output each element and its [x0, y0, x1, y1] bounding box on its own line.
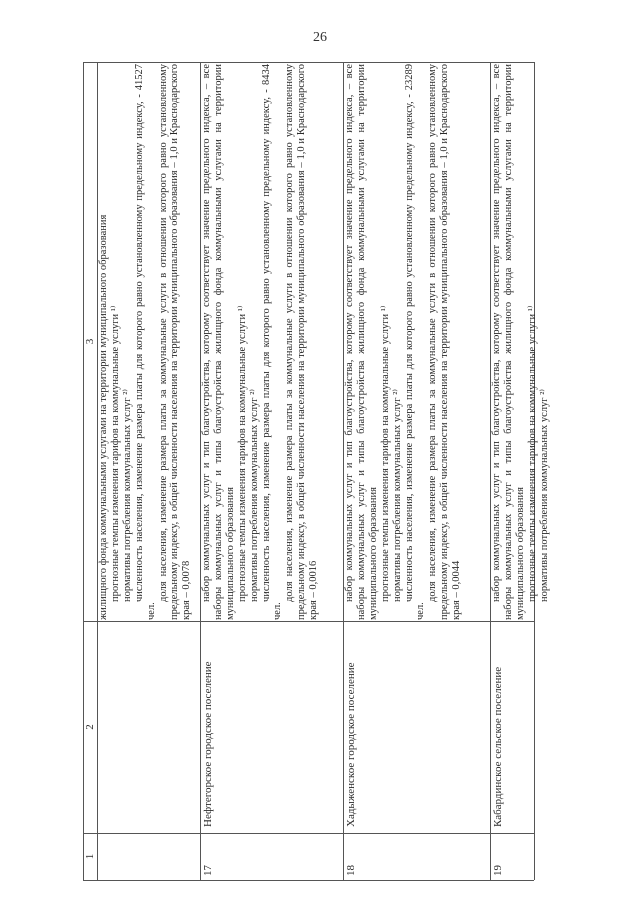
continuation-line-4: численность населения, изменение размера платы для которого равно установленному предельному индексу, - 41527 чел.	[133, 64, 157, 620]
row-17-name: Нефтегорское городское поселение	[202, 661, 214, 827]
header-col-3: 3	[84, 338, 96, 345]
row-18-line-3: нормативы потребления коммунальных услуг ²⁾	[391, 389, 403, 602]
row-19-line-3: нормативы потребления коммунальных услуг ²⁾	[538, 389, 550, 602]
header-col-1: 1	[84, 853, 96, 860]
row-19-number: 19	[492, 865, 504, 876]
header-col-2: 2	[84, 724, 96, 730]
row-19-line-1: набор коммунальных услуг и тип благоустройства, которому соответствует значение предельного индекса, – все наборы коммунальных услуг и типы благоустройства жилищного фонда коммунальными услугами на территории муниципального образования	[491, 64, 526, 620]
continuation-line-3: нормативы потребления коммунальных услуг ²⁾	[121, 389, 133, 602]
row-18-line-4: численность населения, изменение размера платы для которого равно установленному предельному индексу, - 23289 чел.	[403, 64, 427, 620]
row-19-description	[491, 64, 550, 620]
row-18-description	[344, 64, 489, 620]
row-17-number: 17	[202, 865, 214, 876]
row-17-line-1: набор коммунальных услуг и тип благоустройства, которому соответствует значение предельного индекса, – все наборы коммунальных услуг и типы благоустройства жилищного фонда коммунальными услугами на территории муниципального образования	[201, 64, 236, 620]
row-18-line-2: прогнозные темпы изменения тарифов на коммунальные услуги ¹⁾	[379, 305, 391, 602]
column-divider-2	[83, 621, 534, 622]
continuation-line-5: доля населения, изменение размера платы за коммунальные услуги в отношении которого равно установленному предельному индексу, в общей численности населения на территории муниципального образования – 1,0 и Краснодарского края – 0,0078	[157, 64, 193, 620]
row-18-name: Хадыженское городское поселение	[345, 662, 357, 827]
page-number: 26	[313, 30, 327, 45]
row-17-line-2: прогнозные темпы изменения тарифов на коммунальные услуги ¹⁾	[236, 305, 248, 602]
continuation-line-2: прогнозные темпы изменения тарифов на коммунальные услуги ¹⁾	[109, 305, 121, 602]
row-18-line-1: набор коммунальных услуг и тип благоустройства, которому соответствует значение предельного индекса, – все наборы коммунальных услуг и типы благоустройства жилищного фонда коммунальными услугами на территории муниципального образования	[344, 64, 379, 620]
row-17-line-4: численность населения, изменение размера платы для которого равно установленному предельному индексу, - 8434 чел.	[260, 64, 284, 620]
column-divider-1	[83, 833, 534, 834]
table-border-bottom	[83, 880, 534, 881]
row-18-number: 18	[345, 865, 357, 876]
row-17-line-5: доля населения, изменение размера платы за коммунальные услуги в отношении которого равно установленному предельному индексу, в общей численности населения на территории муниципального образования – 1,0 и Краснодарского края – 0,0016	[284, 64, 320, 620]
row-17-description	[201, 64, 342, 620]
row-17-line-3: нормативы потребления коммунальных услуг ²⁾	[248, 389, 260, 602]
continuation-cell	[98, 64, 199, 620]
row-18-line-5: доля населения, изменение размера платы за коммунальные услуги в отношении которого равно установленному предельному индексу, в общей численности населения на территории муниципального образования – 1,0 и Краснодарского края – 0,0044	[427, 64, 463, 620]
row-19-line-2: прогнозные темпы изменения тарифов на коммунальные услуги ¹⁾	[526, 305, 538, 602]
table-border-top	[83, 62, 534, 63]
continuation-line-1: жилищного фонда коммунальными услугами на территории муниципального образования	[98, 214, 109, 620]
row-19-name: Кабардинское сельское поселение	[492, 666, 504, 827]
